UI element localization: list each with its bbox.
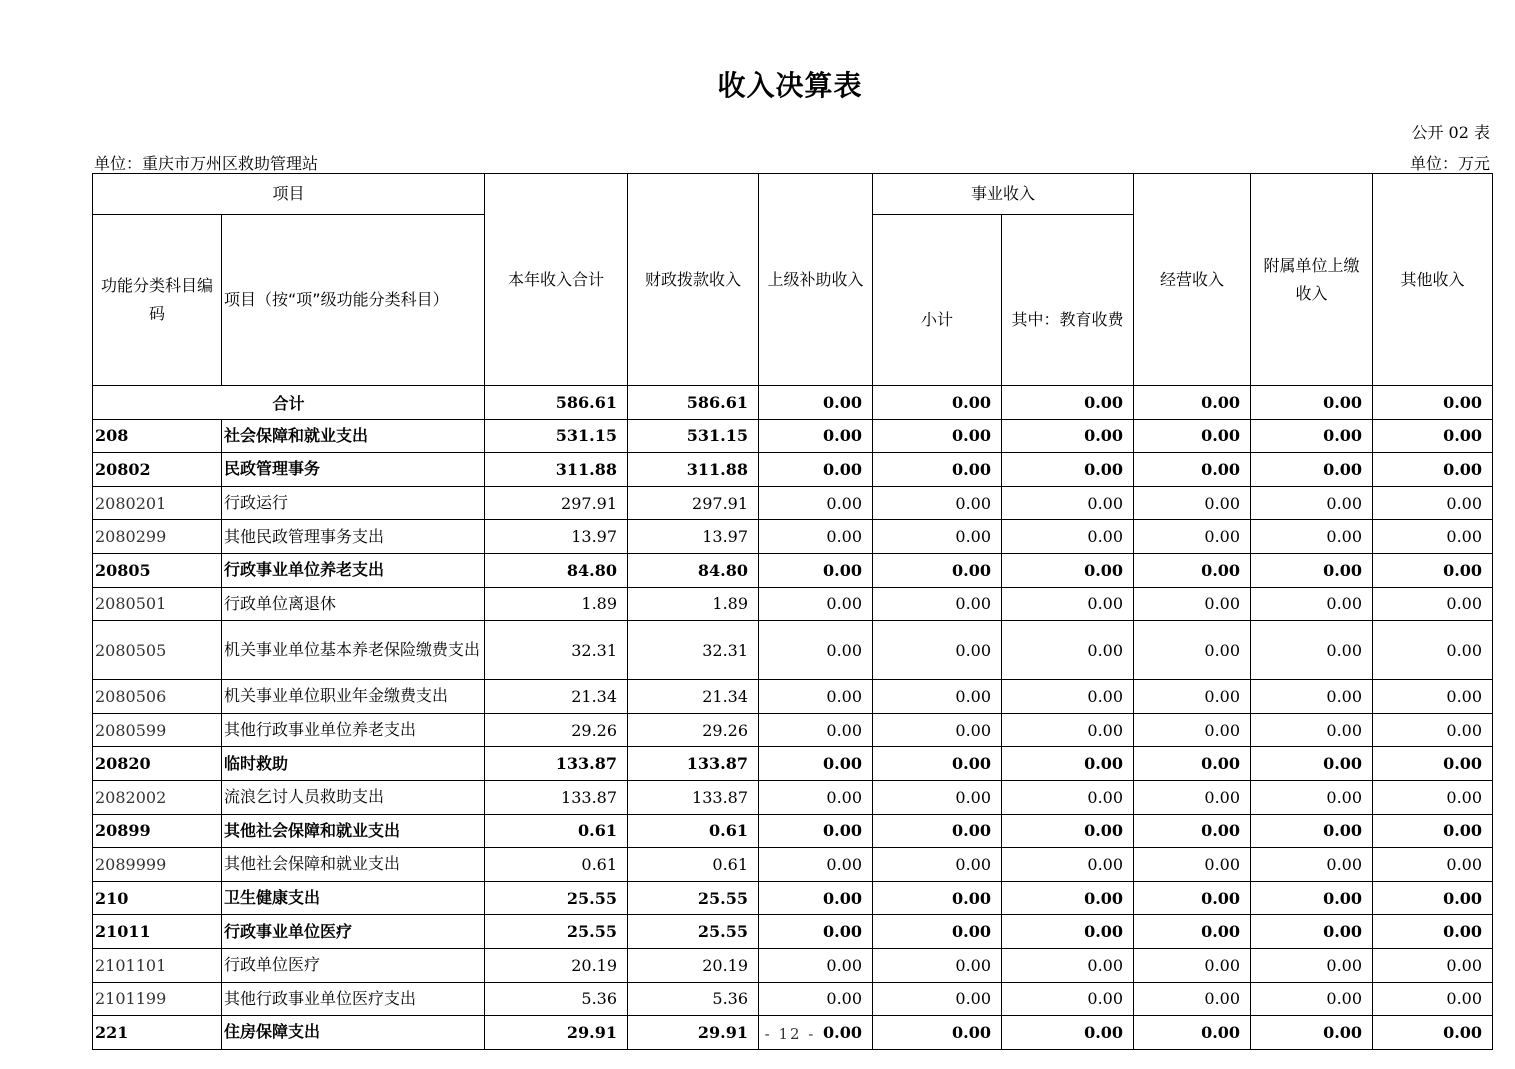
table-row <box>93 419 1493 453</box>
row-value: 0.00 <box>873 780 1002 814</box>
row-value: 133.87 <box>485 780 628 814</box>
row-value: 0.00 <box>759 680 873 714</box>
row-value: 0.00 <box>1373 948 1493 982</box>
row-value: 0.00 <box>759 713 873 747</box>
row-value: 0.00 <box>873 982 1002 1016</box>
table-row <box>93 680 1493 714</box>
row-value: 0.00 <box>759 747 873 781</box>
row-value: 0.00 <box>759 948 873 982</box>
total-value: 586.61 <box>628 386 759 420</box>
row-value: 32.31 <box>485 621 628 680</box>
row-value: 531.15 <box>485 419 628 453</box>
total-value: 586.61 <box>485 386 628 420</box>
row-value: 311.88 <box>485 453 628 487</box>
table-row <box>93 587 1493 621</box>
row-value: 0.00 <box>1134 553 1251 587</box>
row-value: 0.00 <box>1373 713 1493 747</box>
row-value: 0.00 <box>1373 553 1493 587</box>
row-code: 20899 <box>93 814 222 848</box>
row-value: 0.00 <box>759 486 873 520</box>
row-name: 流浪乞讨人员救助支出 <box>222 780 485 814</box>
row-value: 0.00 <box>873 948 1002 982</box>
total-value: 0.00 <box>1373 386 1493 420</box>
row-value: 0.00 <box>873 453 1002 487</box>
header-business-income: 事业收入 <box>873 174 1134 215</box>
row-value: 1.89 <box>485 587 628 621</box>
row-value: 0.00 <box>1251 587 1373 621</box>
header-affiliated-income: 附属单位上缴收入 <box>1251 174 1373 386</box>
table-row <box>93 453 1493 487</box>
row-value: 0.00 <box>1373 982 1493 1016</box>
row-name: 行政运行 <box>222 486 485 520</box>
row-value: 0.00 <box>759 587 873 621</box>
row-value: 25.55 <box>628 881 759 915</box>
row-value: 0.00 <box>873 881 1002 915</box>
row-value: 133.87 <box>485 747 628 781</box>
header-code: 功能分类科目编码 <box>93 215 222 386</box>
header-education-fee: 其中：教育收费 <box>1002 215 1134 386</box>
row-value: 0.00 <box>873 621 1002 680</box>
row-value: 32.31 <box>628 621 759 680</box>
row-value: 0.00 <box>1134 915 1251 949</box>
row-name: 社会保障和就业支出 <box>222 419 485 453</box>
row-value: 133.87 <box>628 747 759 781</box>
row-value: 0.00 <box>759 419 873 453</box>
row-value: 0.00 <box>1002 713 1134 747</box>
page-number: - 12 - <box>764 1025 816 1043</box>
row-value: 297.91 <box>628 486 759 520</box>
row-value: 311.88 <box>628 453 759 487</box>
row-value: 0.00 <box>1251 881 1373 915</box>
header-item: 项目 <box>93 174 485 215</box>
row-value: 0.00 <box>873 915 1002 949</box>
row-value: 0.00 <box>1251 915 1373 949</box>
row-value: 0.00 <box>1251 948 1373 982</box>
row-value: 0.00 <box>1373 848 1493 882</box>
row-value: 0.00 <box>1373 680 1493 714</box>
table-row <box>93 881 1493 915</box>
row-name: 其他民政管理事务支出 <box>222 520 485 554</box>
row-value: 0.00 <box>1134 453 1251 487</box>
row-value: 0.00 <box>873 713 1002 747</box>
row-value: 0.00 <box>873 486 1002 520</box>
row-value: 29.91 <box>628 1016 759 1050</box>
row-value: 0.00 <box>1002 553 1134 587</box>
row-value: 0.00 <box>1134 747 1251 781</box>
row-value: 0.00 <box>873 747 1002 781</box>
row-value: 133.87 <box>628 780 759 814</box>
reporting-unit: 单位：重庆市万州区救助管理站 <box>94 154 319 173</box>
row-code: 2080506 <box>93 680 222 714</box>
row-value: 0.00 <box>1002 453 1134 487</box>
row-value: 0.00 <box>759 780 873 814</box>
row-value: 0.00 <box>1251 553 1373 587</box>
row-value: 0.00 <box>1134 621 1251 680</box>
row-value: 0.00 <box>1134 982 1251 1016</box>
row-value: 0.00 <box>1002 780 1134 814</box>
row-code: 210 <box>93 881 222 915</box>
row-name: 行政单位离退休 <box>222 587 485 621</box>
row-value: 0.00 <box>1134 680 1251 714</box>
row-code: 2080299 <box>93 520 222 554</box>
row-value: 0.00 <box>1134 587 1251 621</box>
header-subtotal: 小计 <box>873 215 1002 386</box>
table-row <box>93 747 1493 781</box>
row-value: 1.89 <box>628 587 759 621</box>
row-name: 住房保障支出 <box>222 1016 485 1050</box>
row-value: 0.00 <box>1002 881 1134 915</box>
row-value: 0.00 <box>1251 486 1373 520</box>
row-value: 29.26 <box>628 713 759 747</box>
row-value: 0.00 <box>1373 621 1493 680</box>
total-value: 0.00 <box>1251 386 1373 420</box>
row-value: 0.00 <box>1002 848 1134 882</box>
row-name: 临时救助 <box>222 747 485 781</box>
row-value: 13.97 <box>485 520 628 554</box>
row-value: 0.00 <box>1373 453 1493 487</box>
header-total-income: 本年收入合计 <box>485 174 628 386</box>
row-value: 0.00 <box>759 814 873 848</box>
row-value: 0.00 <box>1002 1016 1134 1050</box>
page-title: 收入决算表 <box>717 69 863 102</box>
table-row <box>93 915 1493 949</box>
row-value: 0.00 <box>1002 747 1134 781</box>
row-name: 其他行政事业单位养老支出 <box>222 713 485 747</box>
header-fiscal-income: 财政拨款收入 <box>628 174 759 386</box>
row-value: 29.26 <box>485 713 628 747</box>
row-value: 0.00 <box>1002 982 1134 1016</box>
row-name: 其他社会保障和就业支出 <box>222 814 485 848</box>
row-code: 2089999 <box>93 848 222 882</box>
row-value: 0.00 <box>759 520 873 554</box>
row-code: 2082002 <box>93 780 222 814</box>
row-value: 0.00 <box>1002 419 1134 453</box>
row-code: 2101199 <box>93 982 222 1016</box>
row-value: 5.36 <box>485 982 628 1016</box>
row-value: 84.80 <box>485 553 628 587</box>
row-value: 0.00 <box>1373 1016 1493 1050</box>
row-value: 20.19 <box>628 948 759 982</box>
row-value: 84.80 <box>628 553 759 587</box>
row-value: 0.00 <box>1373 520 1493 554</box>
row-name: 机关事业单位基本养老保险缴费支出 <box>222 621 485 680</box>
header-superior-subsidy: 上级补助收入 <box>759 174 873 386</box>
row-value: 0.00 <box>1002 915 1134 949</box>
row-value: 0.00 <box>1373 780 1493 814</box>
row-value: 0.00 <box>873 848 1002 882</box>
row-value: 0.00 <box>1373 419 1493 453</box>
table-row <box>93 982 1493 1016</box>
row-value: 0.00 <box>873 419 1002 453</box>
row-value: 20.19 <box>485 948 628 982</box>
row-value: 0.00 <box>873 520 1002 554</box>
row-value: 0.00 <box>1002 948 1134 982</box>
row-name: 民政管理事务 <box>222 453 485 487</box>
row-value: 0.00 <box>1251 680 1373 714</box>
row-value: 0.00 <box>1002 621 1134 680</box>
total-row <box>93 386 1493 420</box>
row-value: 21.34 <box>485 680 628 714</box>
row-value: 0.00 <box>1251 982 1373 1016</box>
row-value: 0.00 <box>1134 814 1251 848</box>
row-value: 21.34 <box>628 680 759 714</box>
income-statement-table <box>92 173 1493 1050</box>
total-value: 0.00 <box>873 386 1002 420</box>
row-code: 20820 <box>93 747 222 781</box>
row-value: 0.00 <box>1251 520 1373 554</box>
row-value: 0.00 <box>873 1016 1002 1050</box>
row-value: 0.00 <box>1002 520 1134 554</box>
row-value: 25.55 <box>485 915 628 949</box>
total-value: 0.00 <box>1002 386 1134 420</box>
row-value: 0.00 <box>759 621 873 680</box>
row-value: 0.00 <box>759 1016 873 1050</box>
row-value: 0.00 <box>759 982 873 1016</box>
table-row <box>93 948 1493 982</box>
row-value: 0.00 <box>1373 486 1493 520</box>
row-value: 0.00 <box>873 553 1002 587</box>
header-other-income: 其他收入 <box>1373 174 1493 386</box>
row-code: 20805 <box>93 553 222 587</box>
row-value: 0.00 <box>759 453 873 487</box>
row-code: 2080599 <box>93 713 222 747</box>
row-value: 0.00 <box>1134 520 1251 554</box>
row-value: 0.00 <box>1134 948 1251 982</box>
row-name: 行政事业单位医疗 <box>222 915 485 949</box>
total-value: 0.00 <box>759 386 873 420</box>
row-value: 0.00 <box>1373 915 1493 949</box>
row-value: 0.00 <box>1251 1016 1373 1050</box>
total-value: 0.00 <box>1134 386 1251 420</box>
row-value: 0.61 <box>485 848 628 882</box>
row-value: 0.00 <box>1002 486 1134 520</box>
row-value: 0.00 <box>1134 486 1251 520</box>
row-value: 0.00 <box>759 881 873 915</box>
row-value: 0.00 <box>1134 780 1251 814</box>
row-value: 0.00 <box>1251 747 1373 781</box>
row-code: 2080505 <box>93 621 222 680</box>
row-name: 行政单位医疗 <box>222 948 485 982</box>
row-value: 297.91 <box>485 486 628 520</box>
row-value: 0.00 <box>1134 713 1251 747</box>
row-value: 0.00 <box>1251 453 1373 487</box>
row-value: 0.00 <box>1373 814 1493 848</box>
row-code: 208 <box>93 419 222 453</box>
row-value: 0.00 <box>1251 780 1373 814</box>
row-value: 0.61 <box>628 814 759 848</box>
row-name: 卫生健康支出 <box>222 881 485 915</box>
currency-unit: 单位：万元 <box>1409 154 1490 173</box>
row-name: 其他社会保障和就业支出 <box>222 848 485 882</box>
table-row <box>93 553 1493 587</box>
row-code: 2101101 <box>93 948 222 982</box>
row-value: 25.55 <box>628 915 759 949</box>
row-value: 0.00 <box>873 814 1002 848</box>
row-value: 0.00 <box>759 848 873 882</box>
table-row <box>93 520 1493 554</box>
table-row <box>93 848 1493 882</box>
row-value: 0.00 <box>1002 814 1134 848</box>
row-value: 0.00 <box>1251 848 1373 882</box>
row-value: 0.00 <box>1251 814 1373 848</box>
row-value: 0.00 <box>1002 680 1134 714</box>
row-value: 29.91 <box>485 1016 628 1050</box>
row-value: 0.00 <box>1373 881 1493 915</box>
header-name: 项目（按“项”级功能分类科目） <box>222 215 485 386</box>
row-code: 21011 <box>93 915 222 949</box>
row-value: 0.00 <box>1373 587 1493 621</box>
row-code: 2080501 <box>93 587 222 621</box>
table-row <box>93 780 1493 814</box>
row-value: 0.00 <box>873 680 1002 714</box>
row-code: 20802 <box>93 453 222 487</box>
row-value: 0.00 <box>1251 419 1373 453</box>
row-value: 0.00 <box>873 587 1002 621</box>
row-value: 0.00 <box>759 915 873 949</box>
row-value: 0.00 <box>1251 621 1373 680</box>
row-value: 0.00 <box>1134 1016 1251 1050</box>
row-value: 531.15 <box>628 419 759 453</box>
row-value: 13.97 <box>628 520 759 554</box>
row-value: 25.55 <box>485 881 628 915</box>
row-value: 0.00 <box>1134 881 1251 915</box>
total-label: 合计 <box>93 386 485 420</box>
table-row <box>93 621 1493 680</box>
row-code: 221 <box>93 1016 222 1050</box>
row-value: 0.61 <box>485 814 628 848</box>
row-value: 0.00 <box>1251 713 1373 747</box>
row-name: 其他行政事业单位医疗支出 <box>222 982 485 1016</box>
row-value: 0.00 <box>1134 419 1251 453</box>
row-value: 5.36 <box>628 982 759 1016</box>
table-row <box>93 486 1493 520</box>
row-value: 0.00 <box>759 553 873 587</box>
table-row <box>93 713 1493 747</box>
row-code: 2080201 <box>93 486 222 520</box>
row-name: 行政事业单位养老支出 <box>222 553 485 587</box>
row-value: 0.00 <box>1134 848 1251 882</box>
row-name: 机关事业单位职业年金缴费支出 <box>222 680 485 714</box>
row-value: 0.00 <box>1373 747 1493 781</box>
row-value: 0.00 <box>1002 587 1134 621</box>
header-operating-income: 经营收入 <box>1134 174 1251 386</box>
form-number: 公开 02 表 <box>1411 123 1490 142</box>
row-value: 0.61 <box>628 848 759 882</box>
table-row <box>93 814 1493 848</box>
